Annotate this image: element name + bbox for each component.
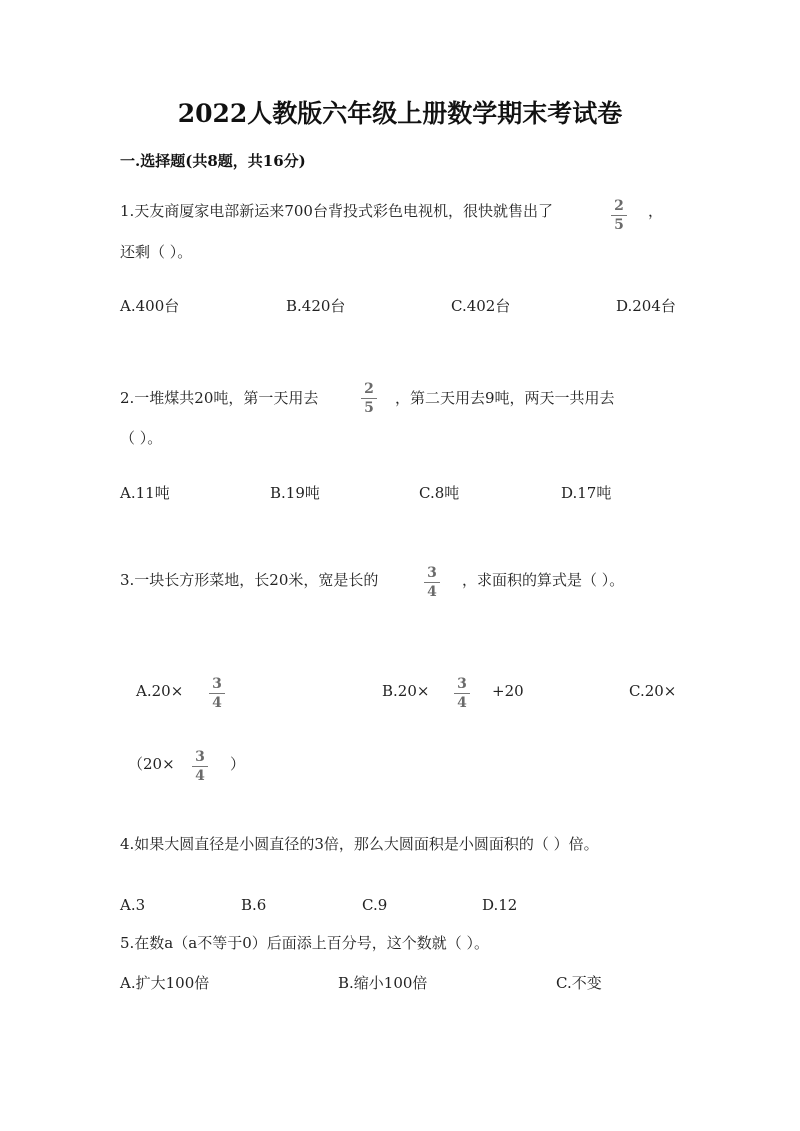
q2-fraction-bar: [361, 398, 377, 399]
q3-option-b[interactable]: B.20×: [382, 682, 430, 700]
q4-option-d[interactable]: D.12: [482, 896, 518, 914]
q3-option-b-fraction-denominator: 4: [457, 695, 467, 711]
q2-line2: （ ）。: [120, 429, 163, 447]
q2-option-b[interactable]: B.19吨: [270, 484, 320, 502]
q3-option-a[interactable]: A.20×: [136, 682, 184, 700]
q4-option-c[interactable]: C.9: [362, 896, 388, 914]
section-heading: 一.选择题(共8题，共16分): [120, 152, 306, 170]
q2-option-a[interactable]: A.11吨: [120, 484, 170, 502]
q1-option-d[interactable]: D.204台: [616, 297, 676, 315]
q4-stem: 4.如果大圆直径是小圆直径的3倍，那么大圆面积是小圆面积的（ ）倍。: [120, 835, 599, 853]
q5-option-a[interactable]: A.扩大100倍: [120, 974, 210, 992]
q3-option-a-fraction: [207, 676, 227, 711]
q2-option-d[interactable]: D.17吨: [561, 484, 612, 502]
q5-option-b[interactable]: B.缩小100倍: [338, 974, 428, 992]
q3-option-b-fraction-numerator: 3: [457, 676, 467, 692]
page-title: 2022人教版六年级上册数学期末考试卷: [177, 99, 623, 128]
q1-fraction: [609, 198, 629, 233]
q3-fraction-bar: [424, 582, 440, 583]
q4-option-b[interactable]: B.6: [241, 896, 267, 914]
q1-fraction-bar: [611, 215, 627, 216]
q5-option-c[interactable]: C.不变: [556, 974, 602, 992]
q3-option-b-fraction-bar: [454, 693, 470, 694]
q3-option-d-fraction: [190, 749, 210, 784]
q3-fraction: [422, 565, 442, 600]
q3-option-d[interactable]: （20×: [128, 755, 175, 773]
q1-option-a[interactable]: A.400台: [120, 297, 180, 315]
q3-option-b-tail: +20: [492, 682, 524, 700]
q3-option-c[interactable]: C.20×: [629, 682, 677, 700]
q3-option-a-fraction-bar: [209, 693, 225, 694]
q3-option-a-fraction-numerator: 3: [212, 676, 222, 692]
q3-option-b-fraction: [452, 676, 472, 711]
q3-option-a-fraction-denominator: 4: [212, 695, 222, 711]
q3-tail: ，求面积的算式是（ ）。: [462, 571, 625, 589]
q1-tail: ，: [648, 202, 664, 220]
q3-option-d-fraction-denominator: 4: [195, 768, 205, 784]
q4-option-a[interactable]: A.3: [120, 896, 146, 914]
q3-option-d-fraction-bar: [192, 766, 208, 767]
q3-option-d-fraction-numerator: 3: [195, 749, 205, 765]
q2-fraction-denominator: 5: [364, 400, 374, 416]
q3-stem: 3.一块长方形菜地，长20米，宽是长的: [120, 571, 379, 589]
q3-option-d-tail: ）: [230, 755, 246, 773]
q1-fraction-denominator: 5: [614, 217, 624, 233]
q3-fraction-denominator: 4: [427, 584, 437, 600]
q2-tail: ，第二天用去9吨，两天一共用去: [395, 389, 615, 407]
q2-stem: 2.一堆煤共20吨，第一天用去: [120, 389, 319, 407]
q1-line2: 还剩（ ）。: [120, 243, 193, 261]
q2-fraction: [359, 381, 379, 416]
q1-fraction-numerator: 2: [614, 198, 624, 214]
q1-stem: 1.天友商厦家电部新运来700台背投式彩色电视机，很快就售出了: [120, 202, 553, 220]
q2-option-c[interactable]: C.8吨: [419, 484, 460, 502]
q1-option-b[interactable]: B.420台: [286, 297, 346, 315]
q5-stem: 5.在数a（a不等于0）后面添上百分号，这个数就（ ）。: [120, 934, 490, 952]
q1-option-c[interactable]: C.402台: [451, 297, 511, 315]
q2-fraction-numerator: 2: [364, 381, 374, 397]
q3-fraction-numerator: 3: [427, 565, 437, 581]
